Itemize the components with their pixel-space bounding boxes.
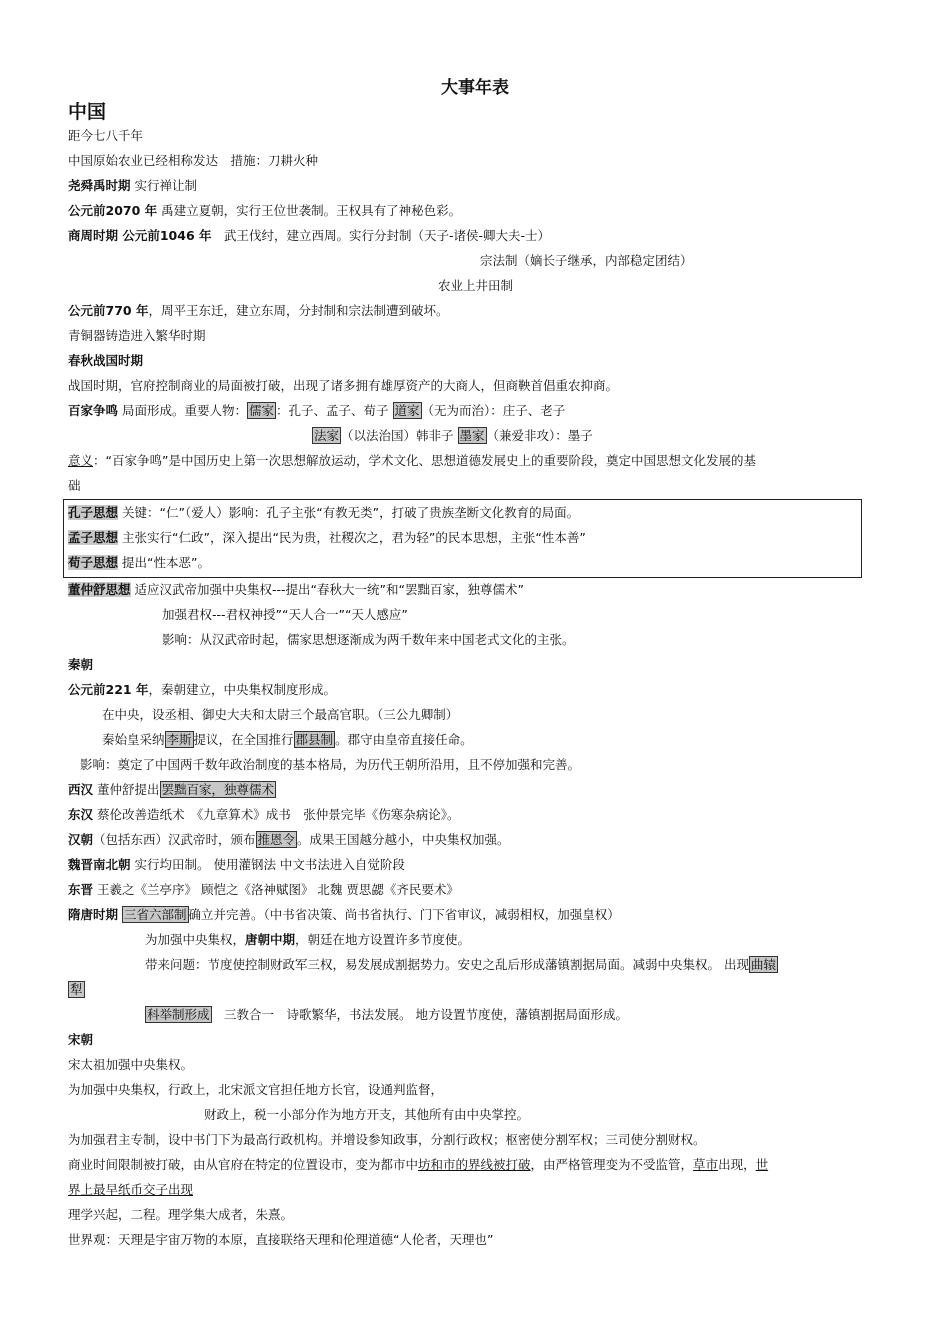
text-line: 为加强中央集权，行政上，北宋派文官担任地方长官，设通判监督， [68, 1082, 444, 1097]
text-line [68, 505, 579, 521]
era-heading: 宋朝 [68, 1032, 94, 1047]
text-line [145, 1007, 628, 1023]
underlined-term: 世 [755, 1157, 769, 1172]
line-text: 。成果王国越分越小，中央集权加强。 [297, 832, 510, 847]
text-line [68, 1182, 193, 1198]
era-label: 唐朝中期 [245, 932, 296, 947]
underlined-term: 坊和市的界线被打破 [418, 1157, 531, 1172]
line-text: （无为而治）：庄子、老子 [421, 403, 566, 418]
text-line [68, 857, 405, 873]
line-text: 主张实行“仁政”，深入提出“民为贵，社稷次之，君为轻”的民本思想，主张“性本善” [118, 530, 586, 545]
highlight-term: 三省六部制 [124, 907, 187, 922]
era-heading: 秦朝 [68, 657, 94, 672]
text-line: 距今七八千年 [68, 128, 144, 143]
line-text: ，秦朝建立，中央集权制度形成。 [148, 682, 336, 697]
text-line [68, 832, 510, 848]
highlight-term: 科举制形成 [147, 1007, 210, 1022]
document-title: 大事年表 [441, 78, 509, 98]
text-line: 础 [68, 478, 81, 493]
line-text: ，朝廷在地方设置许多节度使。 [295, 932, 471, 947]
highlight-term: 孟子思想 [68, 530, 119, 545]
text-line [68, 403, 565, 419]
era-label: 东汉 [68, 807, 94, 822]
text-line [102, 732, 473, 748]
text-line: 影响：从汉武帝时起，儒家思想逐渐成为两千数年来中国老式文化的主张。 [162, 632, 575, 647]
text-line [312, 428, 593, 444]
underlined-term: 意义 [68, 453, 94, 468]
underlined-term: 草市 [693, 1157, 719, 1172]
highlight-term: 法家 [314, 428, 340, 443]
highlight-term: 推恩令 [257, 832, 296, 847]
line-text: 关键：“仁”（爱人）影响：孔子主张“有教无类”，打破了贵族垄断文化教育的局面。 [118, 505, 580, 520]
line-text: 。郡守由皇帝直接任命。 [335, 732, 473, 747]
line-text: ：孔子、孟子、荀子 [276, 403, 393, 418]
text-line [145, 932, 470, 948]
line-text: 商业时间限制被打破，由从官府在特定的位置设市，变为都市中 [68, 1157, 419, 1172]
text-line: 青铜器铸造进入繁华时期 [68, 328, 206, 343]
text-line [68, 582, 524, 598]
text-line [68, 228, 550, 244]
highlight-term: 郡县制 [295, 732, 334, 747]
text-line [68, 682, 336, 698]
line-text: 实行禅让制 [134, 178, 198, 193]
line-text: 为加强中央集权， [145, 932, 246, 947]
underlined-term: 界上最早纸币交子出现 [68, 1182, 194, 1197]
line-text: 三教合一 诗歌繁华，书法发展。 地方设置节度使，藩镇割据局面形成。 [211, 1007, 628, 1022]
text-line [145, 957, 778, 973]
text-line: 世界观：天理是宇宙万物的本原，直接联络天理和伦理道德“人伦者，天理也” [68, 1232, 494, 1247]
text-line: 为加强君主专制，设中书门下为最高行政机构。并增设参知政事，分割行政权；枢密使分割军权；三司使分割财权。 [68, 1132, 706, 1147]
line-text: 带来问题：节度使控制财政军三权，易发展成割据势力。安史之乱后形成藩镇割据局面。减弱中央集权。 出现 [145, 957, 749, 972]
text-line: 财政上，税一小部分作为地方开支，其他所有由中央掌控。 [204, 1107, 530, 1122]
era-heading: 春秋战国时期 [68, 353, 144, 368]
line-text: 出现， [718, 1157, 756, 1172]
highlight-term: 道家 [394, 403, 420, 418]
text-line: 加强君权---君权神授”“天人合一”“天人感应” [162, 607, 408, 622]
text-line [68, 782, 276, 798]
highlight-term: 墨家 [459, 428, 485, 443]
line-text: 王羲之《兰亭序》 顾恺之《洛神赋图》 北魏 贾思勰《齐民要术》 [93, 882, 459, 897]
highlight-term: 曲辕 [750, 957, 776, 972]
text-line: 中国原始农业已经相称发达 措施：刀耕火种 [68, 153, 319, 168]
text-line: 宋太祖加强中央集权。 [68, 1057, 194, 1072]
text-line: 理学兴起，二程。理学集大成者，朱熹。 [68, 1207, 294, 1222]
text-line: 宗法制（嫡长子继承，内部稳定团结） [480, 253, 693, 268]
line-text: 武王伐纣，建立西周。实行分封制（天子-诸侯-卿大夫-士） [224, 228, 551, 243]
line-text: （兼爱非攻）：墨子 [486, 428, 593, 443]
era-label: 百家争鸣 [68, 403, 119, 418]
line-text: 确立并完善。（中书省决策、尚书省执行、门下省审议，减弱相权，加强皇权） [188, 907, 620, 922]
text-line [68, 982, 85, 998]
era-label: 魏晋南北朝 [68, 857, 131, 872]
era-label: 东晋 [68, 882, 94, 897]
highlight-term: 孔子思想 [68, 505, 119, 520]
line-text: 蔡伦改善造纸术 《九章算术》成书 张仲景完毕《伤寒杂病论》。 [93, 807, 460, 822]
era-label: 公元前770 年 [68, 303, 149, 318]
line-text: 董仲舒提出 [93, 782, 160, 797]
line-text: ，由严格管理变为不受监管， [530, 1157, 694, 1172]
era-label: 公元前2070 年 [68, 203, 158, 218]
text-line [68, 555, 210, 571]
text-line [68, 303, 448, 319]
text-line [68, 882, 459, 898]
text-line [68, 178, 197, 194]
highlight-term: 罢黜百家，独尊儒术 [161, 782, 275, 797]
era-label: 公元前221 年 [68, 682, 149, 697]
text-line [68, 1157, 768, 1173]
highlight-term: 董仲舒思想 [68, 582, 131, 597]
highlight-term: 荀子思想 [68, 555, 119, 570]
line-text: ，周平王东迁，建立东周，分封制和宗法制遭到破坏。 [148, 303, 449, 318]
text-line [68, 453, 756, 469]
line-text: （以法治国）韩非子 [341, 428, 458, 443]
highlight-term: 儒家 [249, 403, 275, 418]
line-text: 实行均田制。 使用灌钢法 中文书法进入自觉阶段 [130, 857, 405, 872]
era-label: 隋唐时期 [68, 907, 119, 922]
line-text: 提出“性本恶”。 [118, 555, 210, 570]
era-label: 商周时期 公元前1046 年 [68, 228, 212, 243]
text-line [68, 203, 461, 219]
era-label: 尧舜禹时期 [68, 178, 131, 193]
highlight-term: 犁 [70, 982, 83, 997]
line-text: 适应汉武帝加强中央集权---提出“春秋大一统”和“罢黜百家，独尊儒术” [130, 582, 524, 597]
line-text: （包括东西）汉武帝时，颁布 [93, 832, 256, 847]
era-label: 西汉 [68, 782, 94, 797]
text-line: 在中央，设丞相、御史大夫和太尉三个最高官职。（三公九卿制） [102, 707, 459, 722]
highlight-term: 李斯 [166, 732, 192, 747]
text-line: 农业上井田制 [438, 278, 514, 293]
line-text: 禹建立夏朝，实行王位世袭制。王权具有了神秘色彩。 [161, 203, 462, 218]
text-line [68, 530, 586, 546]
line-text: 秦始皇采纳 [102, 732, 165, 747]
line-text: 提议，在全国推行 [193, 732, 294, 747]
text-line: 影响：奠定了中国两千数年政治制度的基本格局，为历代王朝所沿用，且不停加强和完善。 [80, 757, 581, 772]
text-line [68, 807, 460, 823]
line-text: ：“百家争鸣”是中国历史上第一次思想解放运动，学术文化、思想道德发展史上的重要阶段，奠定中国思想文化发展的基 [93, 453, 756, 468]
text-line [68, 907, 620, 923]
era-label: 汉朝 [68, 832, 94, 847]
text-line: 战国时期，官府控制商业的局面被打破，出现了诸多拥有雄厚资产的大商人，但商鞅首倡重农抑商。 [68, 378, 619, 393]
line-text: 局面形成。重要人物： [118, 403, 247, 418]
section-heading-china: 中国 [68, 101, 107, 123]
